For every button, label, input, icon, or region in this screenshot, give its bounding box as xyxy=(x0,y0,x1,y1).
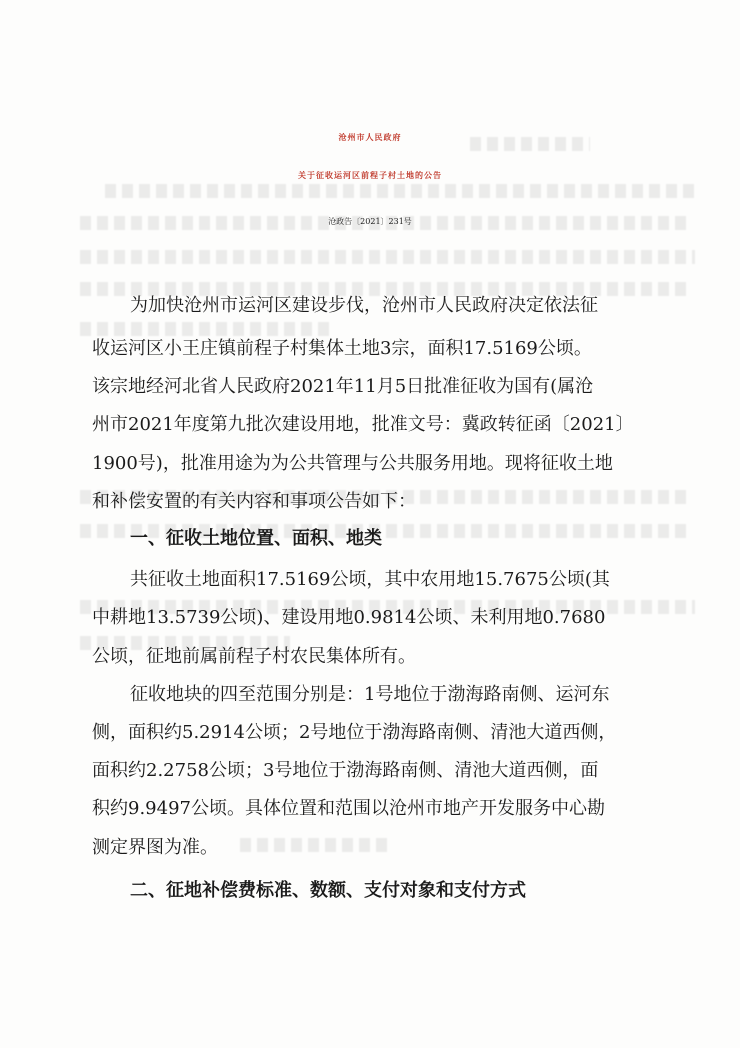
paragraph-2-line: 公顷，征地前属前程子村农民集体所有。 xyxy=(92,646,416,667)
title-line-2: 关于征收运河区前程子村土地的公告 xyxy=(298,170,442,180)
document-number: 沧政告〔2021〕231号 xyxy=(328,217,412,226)
section-2-heading: 二、征地补偿费标准、数额、支付对象和支付方式 xyxy=(130,880,526,901)
paragraph-1-line: 收运河区小王庄镇前程子村集体土地3宗，面积17.5169公顷。 xyxy=(92,338,592,359)
paragraph-3-line: 测定界图为准。 xyxy=(92,837,218,858)
paragraph-3-line: 积约9.9497公顷。具体位置和范围以沧州市地产开发服务中心勘 xyxy=(92,798,605,819)
section-1-heading: 一、征收土地位置、面积、地类 xyxy=(130,528,382,549)
paragraph-3-line: 侧，面积约5.2914公顷；2号地位于渤海路南侧、清池大道西侧， xyxy=(92,722,617,743)
paragraph-1-line: 和补偿安置的有关内容和事项公告如下： xyxy=(92,491,416,512)
paragraph-2-line: 中耕地13.5739公顷)、建设用地0.9814公顷、未利用地0.7680 xyxy=(92,607,606,628)
paragraph-3-line: 征收地块的四至范围分别是：1号地位于渤海路南侧、运河东 xyxy=(130,684,610,705)
paragraph-2-line: 共征收土地面积17.5169公顷，其中农用地15.7675公顷(其 xyxy=(130,569,610,590)
paragraph-1-line: 为加快沧州市运河区建设步伐，沧州市人民政府决定依法征 xyxy=(130,295,598,316)
paragraph-3-line: 面积约2.2758公顷；3号地位于渤海路南侧、清池大道西侧，面 xyxy=(92,760,599,781)
paragraph-1-line: 1900号)，批准用途为为公共管理与公共服务用地。现将征收土地 xyxy=(92,453,613,474)
paragraph-1-line: 该宗地经河北省人民政府2021年11月5日批准征收为国有(属沧 xyxy=(92,376,594,397)
paragraph-1-line: 州市2021年度第九批次建设用地，批准文号：冀政转征函〔2021〕 xyxy=(92,414,634,435)
title-line-1: 沧州市人民政府 xyxy=(338,132,402,142)
